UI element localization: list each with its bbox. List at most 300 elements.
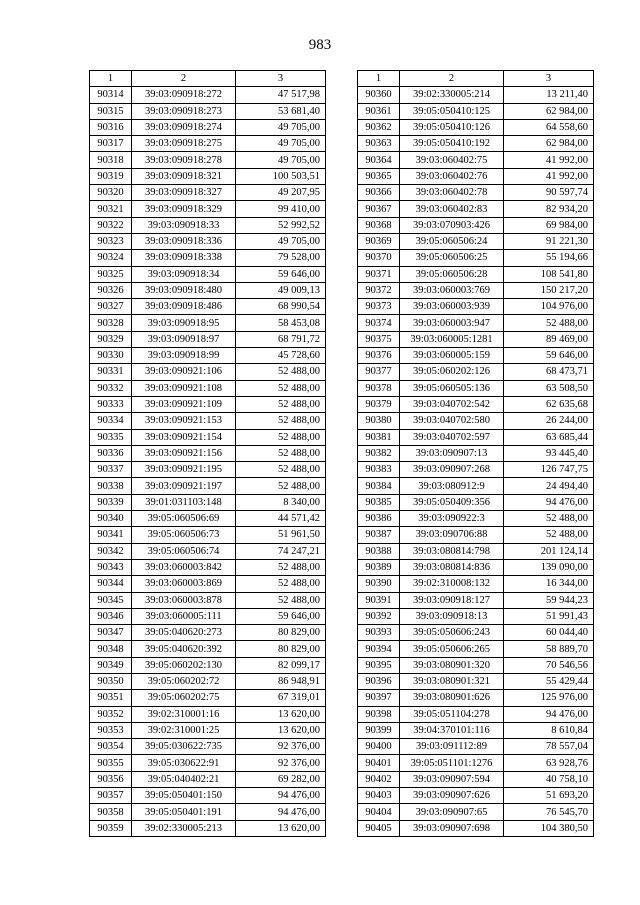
table-row <box>90 559 326 575</box>
table-row <box>358 152 594 168</box>
value-cell: 52 488,00 <box>236 396 326 412</box>
row-number-cell: 90399 <box>358 722 400 738</box>
row-number-cell: 90392 <box>358 608 400 624</box>
row-number-cell: 90319 <box>90 168 132 184</box>
column-header: 1 <box>358 71 400 87</box>
value-cell: 44 571,42 <box>236 511 326 527</box>
table-row <box>358 592 594 608</box>
table-row <box>358 396 594 412</box>
cadastral-number-cell: 39:05:040620:273 <box>132 625 236 641</box>
value-cell: 70 546,56 <box>504 657 594 673</box>
table-row <box>90 445 326 461</box>
value-cell: 74 247,21 <box>236 543 326 559</box>
table-row <box>358 511 594 527</box>
table-row <box>358 788 594 804</box>
cadastral-number-cell: 39:03:090921:109 <box>132 396 236 412</box>
table-row <box>90 168 326 184</box>
cadastral-number-cell: 39:03:090918:486 <box>132 299 236 315</box>
row-number-cell: 90366 <box>358 185 400 201</box>
table-row <box>90 233 326 249</box>
cadastral-number-cell: 39:03:060003:878 <box>132 592 236 608</box>
cadastral-number-cell: 39:03:060003:869 <box>132 576 236 592</box>
value-cell: 51 991,43 <box>504 608 594 624</box>
row-number-cell: 90377 <box>358 364 400 380</box>
value-cell: 92 376,00 <box>236 755 326 771</box>
value-cell: 41 992,00 <box>504 152 594 168</box>
row-number-cell: 90354 <box>90 739 132 755</box>
table-row <box>90 380 326 396</box>
row-number-cell: 90352 <box>90 706 132 722</box>
row-number-cell: 90359 <box>90 820 132 836</box>
cadastral-number-cell: 39:03:090918:13 <box>400 608 504 624</box>
row-number-cell: 90335 <box>90 429 132 445</box>
cadastral-number-cell: 39:03:090918:336 <box>132 233 236 249</box>
table-row <box>90 152 326 168</box>
row-number-cell: 90321 <box>90 201 132 217</box>
row-number-cell: 90391 <box>358 592 400 608</box>
column-header: 2 <box>132 71 236 87</box>
value-cell: 24 494,40 <box>504 478 594 494</box>
value-cell: 99 410,00 <box>236 201 326 217</box>
cadastral-number-cell: 39:02:310008:132 <box>400 576 504 592</box>
row-number-cell: 90361 <box>358 103 400 119</box>
cadastral-number-cell: 39:03:090921:153 <box>132 413 236 429</box>
table-row <box>358 413 594 429</box>
row-number-cell: 90373 <box>358 299 400 315</box>
row-number-cell: 90398 <box>358 706 400 722</box>
row-number-cell: 90365 <box>358 168 400 184</box>
table-row <box>90 576 326 592</box>
cadastral-number-cell: 39:05:050401:191 <box>132 804 236 820</box>
cadastral-number-cell: 39:03:091112:89 <box>400 739 504 755</box>
value-cell: 69 984,00 <box>504 217 594 233</box>
value-cell: 94 476,00 <box>504 494 594 510</box>
value-cell: 52 488,00 <box>236 478 326 494</box>
table-row <box>90 657 326 673</box>
value-cell: 79 528,00 <box>236 250 326 266</box>
cadastral-number-cell: 39:05:050410:192 <box>400 136 504 152</box>
cadastral-number-cell: 39:03:090918:480 <box>132 282 236 298</box>
table-row <box>358 657 594 673</box>
table-row <box>358 559 594 575</box>
table-row <box>90 266 326 282</box>
table-row <box>90 119 326 135</box>
value-cell: 201 124,14 <box>504 543 594 559</box>
cadastral-number-cell: 39:03:090907:13 <box>400 445 504 461</box>
row-number-cell: 90382 <box>358 445 400 461</box>
row-number-cell: 90372 <box>358 282 400 298</box>
left-table-body <box>90 71 326 837</box>
value-cell: 8 340,00 <box>236 494 326 510</box>
table-row <box>90 315 326 331</box>
table-row <box>358 87 594 103</box>
table-row <box>358 299 594 315</box>
column-header: 3 <box>504 71 594 87</box>
value-cell: 59 944,23 <box>504 592 594 608</box>
cadastral-number-cell: 39:05:060202:75 <box>132 690 236 706</box>
table-row <box>358 478 594 494</box>
row-number-cell: 90340 <box>90 511 132 527</box>
cadastral-number-cell: 39:05:060506:24 <box>400 233 504 249</box>
column-header: 1 <box>90 71 132 87</box>
cadastral-number-cell: 39:05:051101:1276 <box>400 755 504 771</box>
row-number-cell: 90395 <box>358 657 400 673</box>
table-row <box>358 527 594 543</box>
value-cell: 82 934,20 <box>504 201 594 217</box>
row-number-cell: 90324 <box>90 250 132 266</box>
value-cell: 52 488,00 <box>236 364 326 380</box>
table-row <box>358 119 594 135</box>
cadastral-number-cell: 39:05:051104:278 <box>400 706 504 722</box>
table-header-row <box>90 71 326 87</box>
value-cell: 49 009,13 <box>236 282 326 298</box>
cadastral-number-cell: 39:03:090921:106 <box>132 364 236 380</box>
value-cell: 64 558,60 <box>504 119 594 135</box>
value-cell: 55 194,66 <box>504 250 594 266</box>
value-cell: 94 476,00 <box>504 706 594 722</box>
cadastral-number-cell: 39:03:040702:580 <box>400 413 504 429</box>
table-row <box>90 136 326 152</box>
value-cell: 60 044,40 <box>504 625 594 641</box>
cadastral-number-cell: 39:05:060506:69 <box>132 511 236 527</box>
value-cell: 139 090,00 <box>504 559 594 575</box>
value-cell: 49 207,95 <box>236 185 326 201</box>
value-cell: 69 282,00 <box>236 771 326 787</box>
row-number-cell: 90369 <box>358 233 400 249</box>
value-cell: 125 976,00 <box>504 690 594 706</box>
cadastral-number-cell: 39:02:310001:25 <box>132 722 236 738</box>
row-number-cell: 90342 <box>90 543 132 559</box>
cadastral-number-cell: 39:03:070903:426 <box>400 217 504 233</box>
row-number-cell: 90371 <box>358 266 400 282</box>
table-row <box>358 266 594 282</box>
value-cell: 126 747,75 <box>504 462 594 478</box>
table-row <box>358 331 594 347</box>
row-number-cell: 90403 <box>358 788 400 804</box>
column-header: 2 <box>400 71 504 87</box>
row-number-cell: 90379 <box>358 396 400 412</box>
value-cell: 58 889,70 <box>504 641 594 657</box>
cadastral-number-cell: 39:03:090706:88 <box>400 527 504 543</box>
value-cell: 52 488,00 <box>236 559 326 575</box>
cadastral-number-cell: 39:03:090918:278 <box>132 152 236 168</box>
row-number-cell: 90348 <box>90 641 132 657</box>
row-number-cell: 90388 <box>358 543 400 559</box>
cadastral-number-cell: 39:05:040620:392 <box>132 641 236 657</box>
right-table-body <box>358 71 594 837</box>
row-number-cell: 90360 <box>358 87 400 103</box>
row-number-cell: 90396 <box>358 673 400 689</box>
row-number-cell: 90327 <box>90 299 132 315</box>
value-cell: 80 829,00 <box>236 641 326 657</box>
table-row <box>90 185 326 201</box>
value-cell: 82 099,17 <box>236 657 326 673</box>
row-number-cell: 90362 <box>358 119 400 135</box>
cadastral-number-cell: 39:03:060005:111 <box>132 608 236 624</box>
cadastral-number-cell: 39:04:370101:116 <box>400 722 504 738</box>
value-cell: 8 610,84 <box>504 722 594 738</box>
table-row <box>90 608 326 624</box>
row-number-cell: 90370 <box>358 250 400 266</box>
row-number-cell: 90334 <box>90 413 132 429</box>
value-cell: 89 469,00 <box>504 331 594 347</box>
table-row <box>90 771 326 787</box>
table-row <box>90 217 326 233</box>
cadastral-number-cell: 39:03:090921:197 <box>132 478 236 494</box>
table-row <box>358 217 594 233</box>
cadastral-number-cell: 39:03:090907:594 <box>400 771 504 787</box>
value-cell: 150 217,20 <box>504 282 594 298</box>
page-number: 983 <box>308 37 332 53</box>
value-cell: 13 620,00 <box>236 820 326 836</box>
table-row <box>90 478 326 494</box>
value-cell: 13 620,00 <box>236 722 326 738</box>
row-number-cell: 90364 <box>358 152 400 168</box>
row-number-cell: 90390 <box>358 576 400 592</box>
row-number-cell: 90375 <box>358 331 400 347</box>
value-cell: 52 488,00 <box>236 462 326 478</box>
cadastral-number-cell: 39:03:060003:769 <box>400 282 504 298</box>
table-row <box>90 804 326 820</box>
table-row <box>90 331 326 347</box>
table-row <box>358 820 594 836</box>
cadastral-number-cell: 39:03:090918:338 <box>132 250 236 266</box>
cadastral-number-cell: 39:01:031103:148 <box>132 494 236 510</box>
table-row <box>358 690 594 706</box>
value-cell: 62 984,00 <box>504 103 594 119</box>
table-row <box>358 804 594 820</box>
cadastral-number-cell: 39:03:090922:3 <box>400 511 504 527</box>
cadastral-number-cell: 39:03:090918:95 <box>132 315 236 331</box>
value-cell: 62 984,00 <box>504 136 594 152</box>
row-number-cell: 90397 <box>358 690 400 706</box>
value-cell: 13 211,40 <box>504 87 594 103</box>
cadastral-number-cell: 39:03:040702:597 <box>400 429 504 445</box>
value-cell: 49 705,00 <box>236 233 326 249</box>
row-number-cell: 90405 <box>358 820 400 836</box>
value-cell: 104 380,50 <box>504 820 594 836</box>
row-number-cell: 90351 <box>90 690 132 706</box>
row-number-cell: 90376 <box>358 348 400 364</box>
value-cell: 94 476,00 <box>236 804 326 820</box>
cadastral-number-cell: 39:03:090921:154 <box>132 429 236 445</box>
table-row <box>90 673 326 689</box>
row-number-cell: 90343 <box>90 559 132 575</box>
row-number-cell: 90346 <box>90 608 132 624</box>
cadastral-number-cell: 39:03:060402:75 <box>400 152 504 168</box>
cadastral-number-cell: 39:03:090907:626 <box>400 788 504 804</box>
row-number-cell: 90378 <box>358 380 400 396</box>
table-row <box>358 543 594 559</box>
table-row <box>358 673 594 689</box>
cadastral-number-cell: 39:05:060202:126 <box>400 364 504 380</box>
row-number-cell: 90314 <box>90 87 132 103</box>
value-cell: 62 635,68 <box>504 396 594 412</box>
row-number-cell: 90355 <box>90 755 132 771</box>
cadastral-number-cell: 39:03:090921:108 <box>132 380 236 396</box>
row-number-cell: 90345 <box>90 592 132 608</box>
row-number-cell: 90367 <box>358 201 400 217</box>
table-row <box>358 625 594 641</box>
cadastral-number-cell: 39:03:060402:76 <box>400 168 504 184</box>
row-number-cell: 90338 <box>90 478 132 494</box>
table-row <box>358 103 594 119</box>
row-number-cell: 90389 <box>358 559 400 575</box>
row-number-cell: 90384 <box>358 478 400 494</box>
value-cell: 51 693,20 <box>504 788 594 804</box>
row-number-cell: 90341 <box>90 527 132 543</box>
table-row <box>90 282 326 298</box>
value-cell: 49 705,00 <box>236 152 326 168</box>
cadastral-number-cell: 39:05:060202:130 <box>132 657 236 673</box>
cadastral-number-cell: 39:03:080901:626 <box>400 690 504 706</box>
cadastral-number-cell: 39:03:060005:159 <box>400 348 504 364</box>
row-number-cell: 90337 <box>90 462 132 478</box>
value-cell: 67 319,01 <box>236 690 326 706</box>
cadastral-number-cell: 39:03:090921:156 <box>132 445 236 461</box>
table-row <box>90 788 326 804</box>
cadastral-number-cell: 39:05:050401:150 <box>132 788 236 804</box>
value-cell: 94 476,00 <box>236 788 326 804</box>
row-number-cell: 90320 <box>90 185 132 201</box>
table-row <box>358 168 594 184</box>
cadastral-number-cell: 39:03:090918:99 <box>132 348 236 364</box>
table-row <box>90 527 326 543</box>
value-cell: 63 508,50 <box>504 380 594 396</box>
row-number-cell: 90380 <box>358 413 400 429</box>
cadastral-number-cell: 39:05:040402:21 <box>132 771 236 787</box>
table-row <box>90 462 326 478</box>
value-cell: 52 488,00 <box>504 511 594 527</box>
table-row <box>358 494 594 510</box>
cadastral-number-cell: 39:03:090918:33 <box>132 217 236 233</box>
value-cell: 78 557,04 <box>504 739 594 755</box>
value-cell: 86 948,91 <box>236 673 326 689</box>
cadastral-number-cell: 39:03:060003:939 <box>400 299 504 315</box>
row-number-cell: 90383 <box>358 462 400 478</box>
table-row <box>358 755 594 771</box>
cadastral-number-cell: 39:03:090918:272 <box>132 87 236 103</box>
cadastral-number-cell: 39:05:060505:136 <box>400 380 504 396</box>
cadastral-number-cell: 39:05:050606:265 <box>400 641 504 657</box>
value-cell: 104 976,00 <box>504 299 594 315</box>
value-cell: 59 646,00 <box>236 266 326 282</box>
value-cell: 59 646,00 <box>236 608 326 624</box>
cadastral-number-cell: 39:03:090918:275 <box>132 136 236 152</box>
table-row <box>90 722 326 738</box>
value-cell: 68 791,72 <box>236 331 326 347</box>
cadastral-number-cell: 39:03:040702:542 <box>400 396 504 412</box>
table-row <box>358 706 594 722</box>
table-row <box>358 576 594 592</box>
cadastral-number-cell: 39:05:050410:125 <box>400 103 504 119</box>
value-cell: 47 517,98 <box>236 87 326 103</box>
table-row <box>358 380 594 396</box>
row-number-cell: 90322 <box>90 217 132 233</box>
value-cell: 49 705,00 <box>236 119 326 135</box>
cadastral-number-cell: 39:02:330005:214 <box>400 87 504 103</box>
cadastral-number-cell: 39:03:090918:321 <box>132 168 236 184</box>
cadastral-number-cell: 39:03:060003:842 <box>132 559 236 575</box>
value-cell: 52 488,00 <box>236 592 326 608</box>
value-cell: 52 488,00 <box>236 445 326 461</box>
cadastral-number-cell: 39:05:050410:126 <box>400 119 504 135</box>
value-cell: 52 488,00 <box>236 413 326 429</box>
value-cell: 63 928,76 <box>504 755 594 771</box>
row-number-cell: 90339 <box>90 494 132 510</box>
value-cell: 40 758,10 <box>504 771 594 787</box>
value-cell: 41 992,00 <box>504 168 594 184</box>
cadastral-number-cell: 39:03:090918:34 <box>132 266 236 282</box>
value-cell: 68 473,71 <box>504 364 594 380</box>
table-row <box>358 722 594 738</box>
row-number-cell: 90356 <box>90 771 132 787</box>
cadastral-number-cell: 39:03:090918:327 <box>132 185 236 201</box>
table-row <box>358 282 594 298</box>
cadastral-number-cell: 39:03:060005:1281 <box>400 331 504 347</box>
row-number-cell: 90368 <box>358 217 400 233</box>
value-cell: 45 728,60 <box>236 348 326 364</box>
value-cell: 90 597,74 <box>504 185 594 201</box>
value-cell: 13 620,00 <box>236 706 326 722</box>
value-cell: 59 646,00 <box>504 348 594 364</box>
value-cell: 52 488,00 <box>504 315 594 331</box>
table-row <box>90 690 326 706</box>
cadastral-number-cell: 39:03:080901:321 <box>400 673 504 689</box>
value-cell: 52 488,00 <box>236 576 326 592</box>
table-row <box>90 348 326 364</box>
row-number-cell: 90385 <box>358 494 400 510</box>
cadastral-number-cell: 39:03:090907:268 <box>400 462 504 478</box>
table-header-row <box>358 71 594 87</box>
table-row <box>90 820 326 836</box>
row-number-cell: 90333 <box>90 396 132 412</box>
value-cell: 55 429,44 <box>504 673 594 689</box>
cadastral-number-cell: 39:03:090918:127 <box>400 592 504 608</box>
row-number-cell: 90386 <box>358 511 400 527</box>
value-cell: 76 545,70 <box>504 804 594 820</box>
value-cell: 63 685,44 <box>504 429 594 445</box>
cadastral-number-cell: 39:05:060202:72 <box>132 673 236 689</box>
value-cell: 26 244,00 <box>504 413 594 429</box>
row-number-cell: 90332 <box>90 380 132 396</box>
left-table <box>89 70 326 837</box>
table-row <box>358 185 594 201</box>
table-row <box>90 103 326 119</box>
cadastral-number-cell: 39:05:060506:25 <box>400 250 504 266</box>
cadastral-number-cell: 39:03:090907:65 <box>400 804 504 820</box>
cadastral-number-cell: 39:03:090918:329 <box>132 201 236 217</box>
cadastral-number-cell: 39:05:050409:356 <box>400 494 504 510</box>
cadastral-number-cell: 39:03:090907:698 <box>400 820 504 836</box>
cadastral-number-cell: 39:03:090918:274 <box>132 119 236 135</box>
table-row <box>358 429 594 445</box>
cadastral-number-cell: 39:03:060003:947 <box>400 315 504 331</box>
table-row <box>90 250 326 266</box>
row-number-cell: 90358 <box>90 804 132 820</box>
table-row <box>358 201 594 217</box>
table-row <box>90 396 326 412</box>
row-number-cell: 90357 <box>90 788 132 804</box>
table-row <box>90 706 326 722</box>
row-number-cell: 90318 <box>90 152 132 168</box>
row-number-cell: 90387 <box>358 527 400 543</box>
value-cell: 68 990,54 <box>236 299 326 315</box>
cadastral-number-cell: 39:05:030622:735 <box>132 739 236 755</box>
value-cell: 92 376,00 <box>236 739 326 755</box>
row-number-cell: 90353 <box>90 722 132 738</box>
row-number-cell: 90344 <box>90 576 132 592</box>
